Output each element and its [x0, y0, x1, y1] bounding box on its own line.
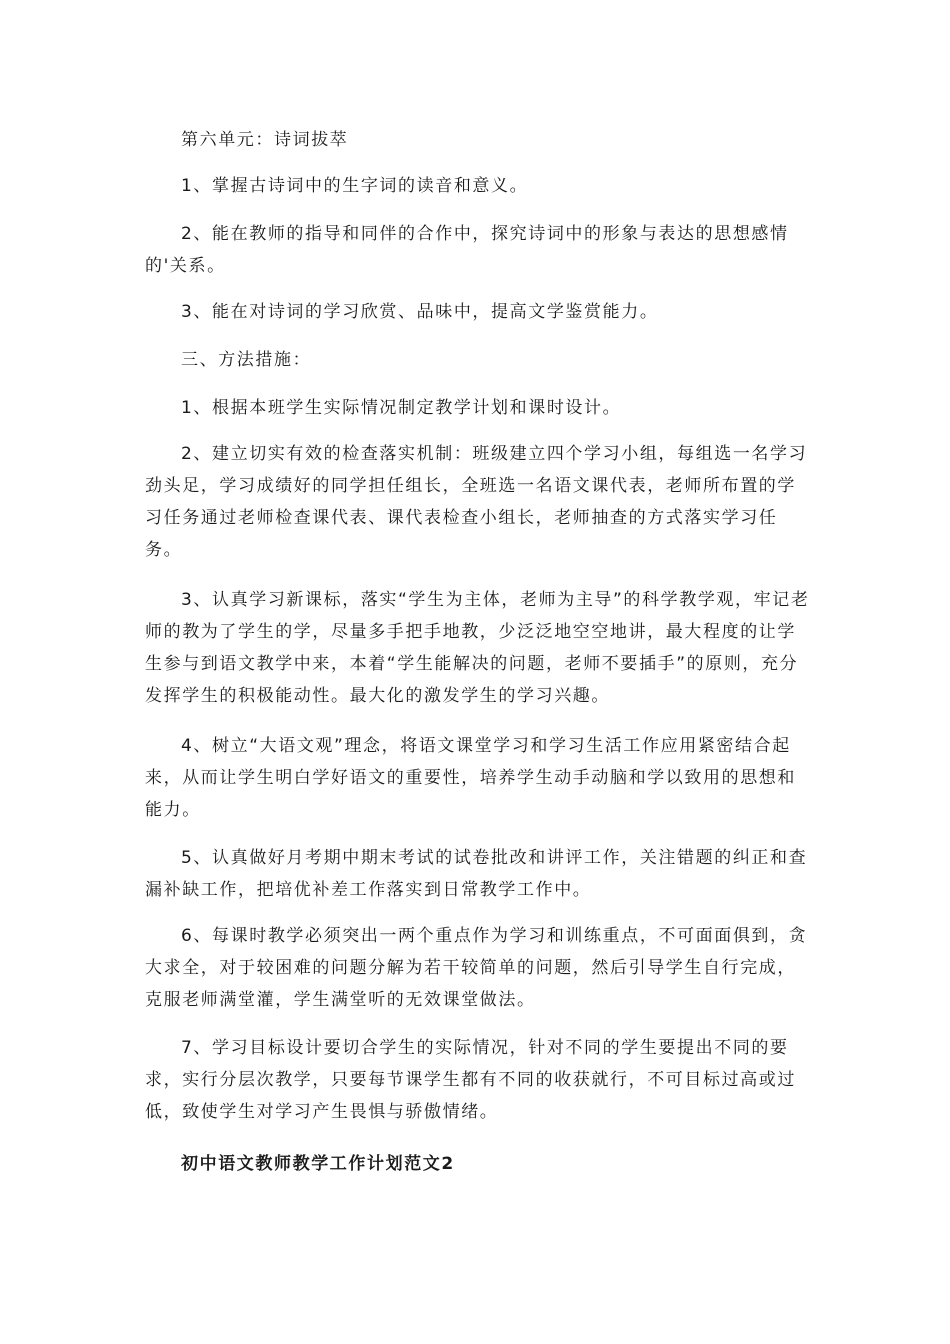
- paragraph-method-7: 7、学习目标设计要切合学生的实际情况，针对不同的学生要提出不同的要求，实行分层次教学，只要每节课学生都有不同的收获就行，不可目标过高或过低，致使学生对学习产生畏惧与骄傲情绪。: [145, 1038, 796, 1122]
- section-title: 初中语文教师教学工作计划范文2: [181, 1154, 455, 1174]
- paragraph-method-3: 3、认真学习新课标，落实“学生为主体，老师为主导”的科学教学观，牢记老师的教为了学生的学，尽量多手把手地教，少泛泛地空空地讲，最大程度的让学生参与到语文教学中来，本着“学生能解决的问题，老师不要插手”的原则，充分发挥学生的积极能动性。最大化的激发学生的学习兴趣。: [145, 590, 810, 706]
- paragraph-goal-3: 3、能在对诗词的学习欣赏、品味中，提高文学鉴赏能力。: [181, 302, 659, 322]
- paragraph-method-2: 2、建立切实有效的检查落实机制：班级建立四个学习小组，每组选一名学习劲头足，学习成绩好的同学担任组长，全班选一名语文课代表，老师所布置的学习任务通过老师检查课代表、课代表检查小组长，老师抽查的方式落实学习任务。: [145, 444, 808, 560]
- section-methods-heading: 三、方法措施：: [181, 350, 312, 370]
- paragraph-goal-2: 2、能在教师的指导和同伴的合作中，探究诗词中的形象与表达的思想感情的'关系。: [145, 224, 789, 276]
- paragraph-method-4: 4、树立“大语文观”理念，将语文课堂学习和学习生活工作应用紧密结合起来，从而让学生明白学好语文的重要性，培养学生动手动脑和学以致用的思想和能力。: [145, 736, 796, 820]
- unit-heading: 第六单元：诗词拔萃: [181, 130, 349, 150]
- paragraph-method-6: 6、每课时教学必须突出一两个重点作为学习和训练重点，不可面面俱到，贪大求全，对于较困难的问题分解为若干较简单的问题，然后引导学生自行完成，克服老师满堂灌，学生满堂听的无效课堂做法。: [145, 926, 808, 1010]
- paragraph-method-1: 1、根据本班学生实际情况制定教学计划和课时设计。: [181, 398, 622, 418]
- paragraph-goal-1: 1、掌握古诗词中的生字词的读音和意义。: [181, 176, 529, 196]
- paragraph-method-5: 5、认真做好月考期中期末考试的试卷批改和讲评工作，关注错题的纠正和查漏补缺工作，把培优补差工作落实到日常教学工作中。: [145, 848, 808, 900]
